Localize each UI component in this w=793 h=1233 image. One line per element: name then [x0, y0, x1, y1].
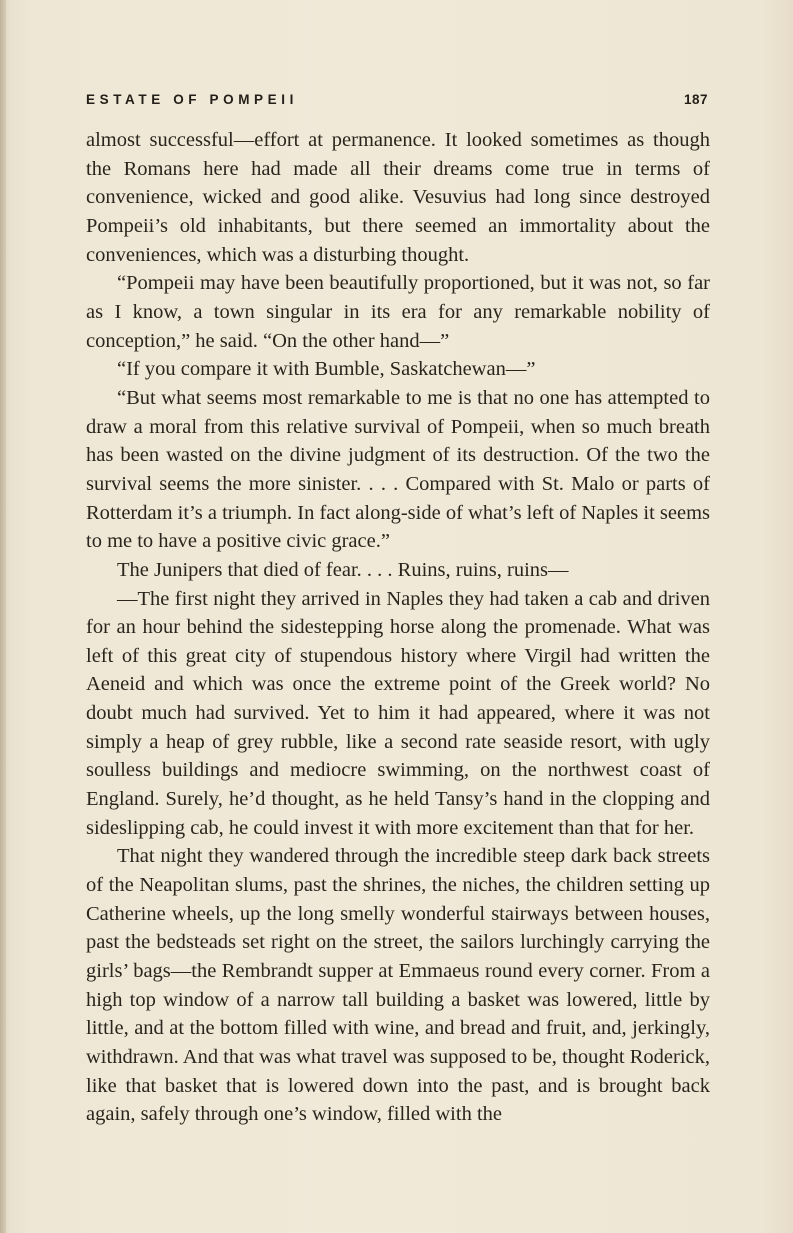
paragraph: “Pompeii may have been beautifully proportioned, but it was not, so far as I know, a town singular in its era for any remarkable nobility of conception,” he said. “On the other hand—”: [86, 272, 710, 352]
body-text: [86, 126, 710, 1129]
paragraph: “If you compare it with Bumble, Saskatchewan—”: [117, 358, 536, 381]
running-head: [86, 92, 708, 112]
paragraph: —The first night they arrived in Naples they had taken a cab and driven for an hour behind the sidestepping horse along the promenade. What was left of this great city of stupendous history where Virgil had written the Aeneid and which was once the extreme point of the Greek world? No doubt much had survived. Yet to him it had appeared, where it was not simply a heap of grey rubble, like a second rate seaside resort, with ugly soulless buildings and mediocre swimming, on the northwest coast of England. Surely, he’d thought, as he held Tansy’s hand in the clopping and sideslipping cab, he could invest it with more excitement than that for her.: [86, 587, 710, 839]
paragraph: “But what seems most remarkable to me is that no one has attempted to draw a moral from this relative survival of Pompeii, when so much breath has been wasted on the divine judgment of its destruction. Of the two the survival seems the more sinister. . . . Compared with St. Malo or parts of Rotterdam it’s a triumph. In fact along-side of what’s left of Naples it seems to me to have a positive civic grace.”: [86, 386, 710, 553]
running-title: ESTATE OF POMPEII: [86, 92, 298, 107]
paragraph: The Junipers that died of fear. . . . Ruins, ruins, ruins—: [117, 558, 569, 581]
page-gutter-shadow: [0, 0, 6, 1233]
paragraph-continuation: almost successful—effort at permanence. It looked sometimes as though the Romans here had made all their dreams come true in terms of convenience, wicked and good alike. Vesuvius had long since destroyed Pompeii’s old inhabitants, but there seemed an immortality about the conveniences, which was a disturbing thought.: [86, 129, 710, 266]
page-number: 187: [683, 92, 708, 107]
paragraph: That night they wandered through the incredible steep dark back streets of the Neapolitan slums, past the shrines, the niches, the children setting up Catherine wheels, up the long smelly wonderful stairways between houses, past the bedsteads set right on the street, the sailors lurchingly carrying the girls’ bags—the Rembrandt supper at Emmaeus round every corner. From a high top window of a narrow tall building a basket was lowered, little by little, and at the bottom filled with wine, and bread and fruit, and, jerkingly, withdrawn. And that was what travel was supposed to be, thought Roderick, like that basket that is lowered down into the past, and is brought back again, safely through one’s window, filled with the: [86, 845, 710, 1126]
